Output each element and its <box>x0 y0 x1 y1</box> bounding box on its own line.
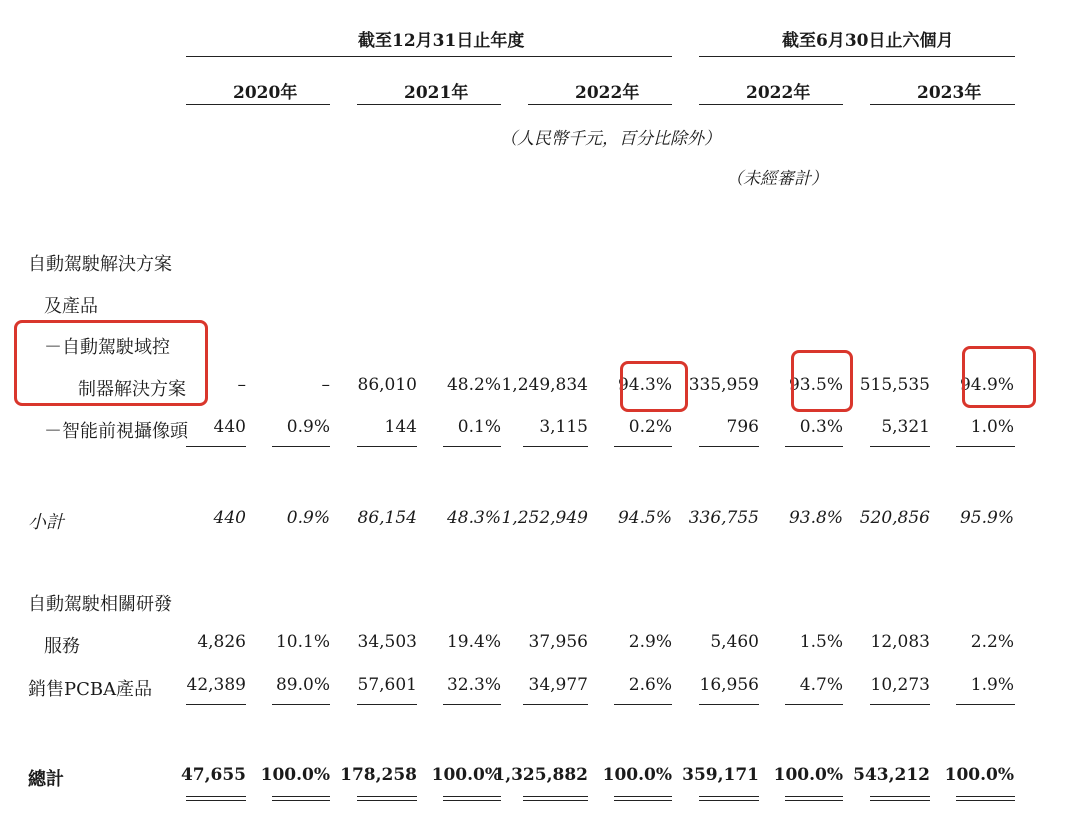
camera-amount-2023-h1: 5,321 <box>881 417 930 437</box>
total-pct-2020: 100.0% <box>260 765 330 785</box>
camera-rule-3 <box>357 446 417 447</box>
rd-amount-2021: 34,503 <box>357 632 417 652</box>
total-amount-2021: 178,258 <box>340 765 417 785</box>
rd-amount-2022-h1: 5,460 <box>710 632 759 652</box>
pcba-pct-2022-h1: 4.7% <box>799 675 843 695</box>
camera-pct-2022-h1: 0.3% <box>799 417 843 437</box>
rd-pct-2021: 19.4% <box>446 632 501 652</box>
total-rule-9 <box>870 796 930 801</box>
row-label-pcba-sales: 銷售PCBA產品 <box>28 679 153 700</box>
camera-rule-10 <box>956 446 1015 447</box>
year-header-2020: 2020年 <box>233 83 298 103</box>
highlight-box-pct-2022 <box>620 361 688 412</box>
row-label-ads: 自動駕駛解決方案 <box>28 254 172 275</box>
total-rule-2 <box>272 796 330 801</box>
subtotal-amount-2023-h1: 520,856 <box>859 508 930 528</box>
unaudited-note: （未經審計） <box>726 169 828 189</box>
camera-amount-2021: 144 <box>384 417 417 437</box>
year-header-2022: 2022年 <box>575 83 640 103</box>
camera-pct-2020: 0.9% <box>286 417 330 437</box>
domain-amount-2022-h1: 335,959 <box>688 375 759 395</box>
row-label-domain-controller-cont: 制器解決方案 <box>78 379 186 400</box>
pcba-rule-7 <box>699 704 759 705</box>
pcba-rule-2 <box>272 704 330 705</box>
camera-rule-2 <box>272 446 330 447</box>
year-rule-2020 <box>186 104 330 105</box>
pcba-rule-5 <box>523 704 588 705</box>
subtotal-amount-2022-h1: 336,755 <box>688 508 759 528</box>
pcba-rule-3 <box>357 704 417 705</box>
total-amount-2022: 1,325,882 <box>493 765 588 785</box>
total-rule-10 <box>956 796 1015 801</box>
unit-note: （人民幣千元，百分比除外） <box>500 129 721 149</box>
total-rule-7 <box>699 796 759 801</box>
pcba-rule-6 <box>614 704 672 705</box>
year-header-2022-h1: 2022年 <box>746 83 811 103</box>
pcba-amount-2022-h1: 16,956 <box>699 675 759 695</box>
pcba-pct-2020: 89.0% <box>275 675 330 695</box>
rd-amount-2020: 4,826 <box>197 632 246 652</box>
year-rule-2022-h1 <box>699 104 843 105</box>
pcba-pct-2021: 32.3% <box>446 675 501 695</box>
camera-pct-2021: 0.1% <box>457 417 501 437</box>
year-rule-2021 <box>357 104 501 105</box>
pcba-amount-2023-h1: 10,273 <box>870 675 930 695</box>
rd-pct-2023-h1: 2.2% <box>970 632 1014 652</box>
pcba-pct-2022: 2.6% <box>628 675 672 695</box>
rd-amount-2022: 37,956 <box>528 632 588 652</box>
camera-amount-2022: 3,115 <box>539 417 588 437</box>
subtotal-amount-2021: 86,154 <box>357 508 417 528</box>
year-header-2023-h1: 2023年 <box>917 83 982 103</box>
total-pct-2022-h1: 100.0% <box>773 765 843 785</box>
total-rule-3 <box>357 796 417 801</box>
total-rule-4 <box>443 796 501 801</box>
row-label-rd-services-cont: 服務 <box>44 636 80 657</box>
camera-amount-2022-h1: 796 <box>726 417 759 437</box>
camera-rule-7 <box>699 446 759 447</box>
total-amount-2020: 47,655 <box>180 765 246 785</box>
camera-rule-9 <box>870 446 930 447</box>
highlight-box-pct-2023-h1 <box>962 346 1036 408</box>
camera-rule-1 <box>186 446 246 447</box>
domain-pct-2022: 94.3% <box>617 375 672 395</box>
pcba-rule-1 <box>186 704 246 705</box>
total-rule-6 <box>614 796 672 801</box>
camera-rule-8 <box>785 446 843 447</box>
row-label-total: 總計 <box>28 769 64 790</box>
rd-pct-2022: 2.9% <box>628 632 672 652</box>
subtotal-pct-2023-h1: 95.9% <box>959 508 1014 528</box>
pcba-pct-2023-h1: 1.9% <box>970 675 1014 695</box>
year-rule-2023-h1 <box>870 104 1015 105</box>
domain-pct-2021: 48.2% <box>446 375 501 395</box>
highlight-box-domain-label <box>14 320 208 406</box>
domain-amount-2020: – <box>237 375 246 395</box>
header-group-interim-rule <box>699 56 1015 57</box>
header-group-interim: 截至6月30日止六個月 <box>782 31 954 51</box>
total-rule-5 <box>523 796 588 801</box>
total-pct-2023-h1: 100.0% <box>944 765 1014 785</box>
rd-amount-2023-h1: 12,083 <box>870 632 930 652</box>
pcba-rule-9 <box>870 704 930 705</box>
total-amount-2023-h1: 543,212 <box>853 765 930 785</box>
pcba-amount-2022: 34,977 <box>528 675 588 695</box>
row-label-rd-services: 自動駕駛相關研發 <box>28 594 172 615</box>
domain-amount-2022: 1,249,834 <box>501 375 588 395</box>
header-group-annual: 截至12月31日止年度 <box>358 31 525 51</box>
rd-pct-2020: 10.1% <box>275 632 330 652</box>
camera-pct-2022: 0.2% <box>628 417 672 437</box>
camera-pct-2023-h1: 1.0% <box>970 417 1014 437</box>
pcba-rule-10 <box>956 704 1015 705</box>
row-label-ads-cont: 及產品 <box>44 296 98 317</box>
pcba-amount-2021: 57,601 <box>357 675 417 695</box>
domain-pct-2020: – <box>321 375 330 395</box>
rd-pct-2022-h1: 1.5% <box>799 632 843 652</box>
camera-amount-2020: 440 <box>213 417 246 437</box>
pcba-rule-4 <box>443 704 501 705</box>
header-group-annual-rule <box>186 56 672 57</box>
row-label-front-camera: －智能前視攝像頭 <box>44 421 188 442</box>
row-label-domain-controller: －自動駕駛域控 <box>44 337 170 358</box>
pcba-rule-8 <box>785 704 843 705</box>
subtotal-pct-2022-h1: 93.8% <box>788 508 843 528</box>
camera-rule-4 <box>443 446 501 447</box>
pcba-amount-2020: 42,389 <box>186 675 246 695</box>
row-label-subtotal: 小計 <box>28 512 64 533</box>
year-header-2021: 2021年 <box>404 83 469 103</box>
year-rule-2022 <box>528 104 672 105</box>
subtotal-amount-2020: 440 <box>213 508 246 528</box>
domain-pct-2022-h1: 93.5% <box>788 375 843 395</box>
total-amount-2022-h1: 359,171 <box>682 765 759 785</box>
highlight-box-pct-2022-h1 <box>791 350 853 412</box>
subtotal-pct-2022: 94.5% <box>617 508 672 528</box>
total-rule-8 <box>785 796 843 801</box>
subtotal-pct-2021: 48.3% <box>446 508 501 528</box>
domain-amount-2021: 86,010 <box>357 375 417 395</box>
domain-amount-2023-h1: 515,535 <box>859 375 930 395</box>
total-pct-2022: 100.0% <box>602 765 672 785</box>
subtotal-pct-2020: 0.9% <box>286 508 330 528</box>
total-rule-1 <box>186 796 246 801</box>
camera-rule-6 <box>614 446 672 447</box>
camera-rule-5 <box>523 446 588 447</box>
total-pct-2021: 100.0% <box>431 765 501 785</box>
domain-pct-2023-h1: 94.9% <box>959 375 1014 395</box>
subtotal-amount-2022: 1,252,949 <box>501 508 588 528</box>
